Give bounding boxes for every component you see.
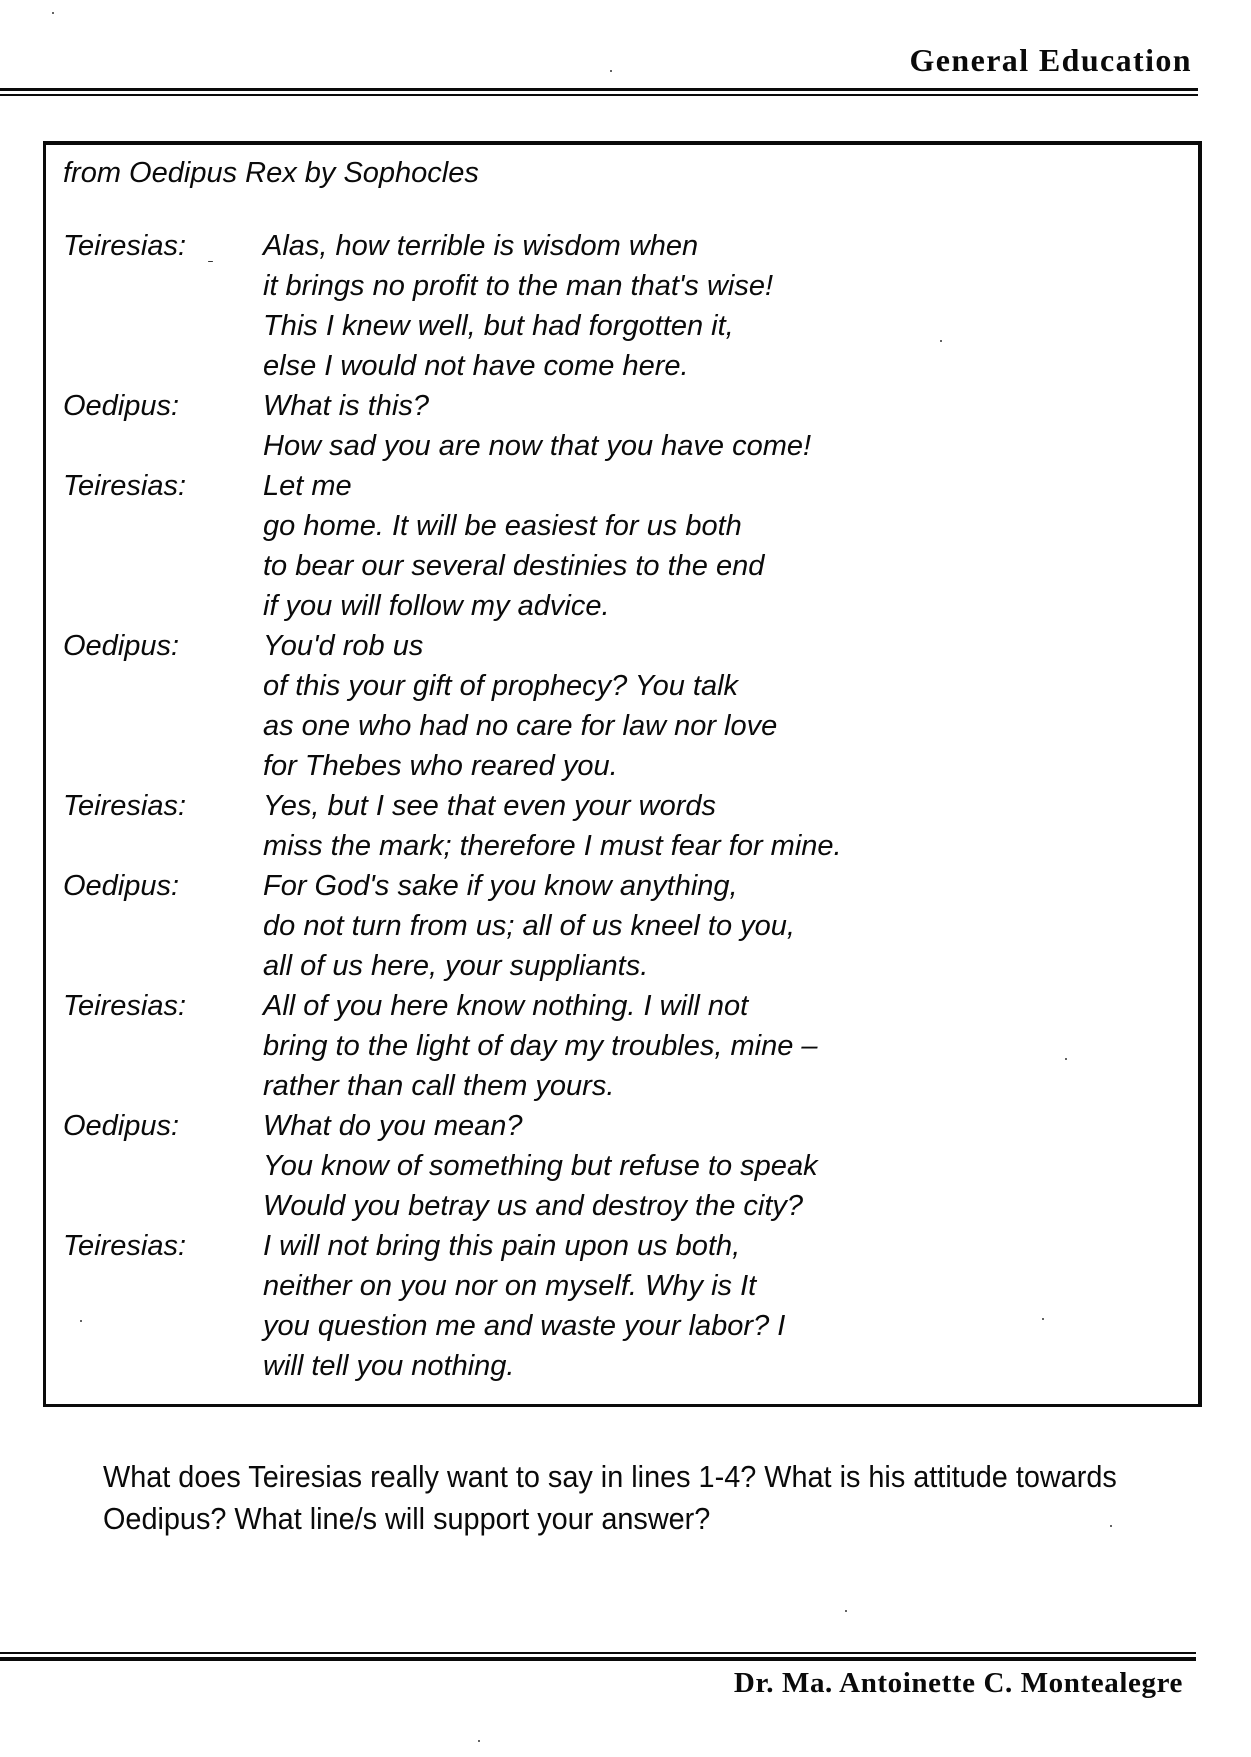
dialogue-line: [46, 1346, 1198, 1386]
dialogue-line: [46, 866, 1198, 906]
verse-text: it brings no profit to the man that's wise!: [263, 270, 774, 302]
dialogue-line: [46, 1306, 1198, 1346]
dialogue-line: [46, 1106, 1198, 1146]
dialogue-line: [46, 1026, 1198, 1066]
verse-text: Alas, how terrible is wisdom when: [263, 230, 699, 262]
verse-text: How sad you are now that you have come!: [263, 430, 812, 462]
verse-text: will tell you nothing.: [263, 1350, 515, 1382]
scan-speck: [208, 261, 213, 262]
speaker-label: Oedipus:: [63, 1110, 180, 1142]
verse-text: neither on you nor on myself. Why is It: [263, 1270, 757, 1302]
verse-text: for Thebes who reared you.: [263, 750, 618, 782]
dialogue: [46, 226, 1198, 1386]
dialogue-line: [46, 1066, 1198, 1106]
dialogue-line: [46, 666, 1198, 706]
dialogue-line: [46, 546, 1198, 586]
dialogue-line: [46, 786, 1198, 826]
verse-text: I will not bring this pain upon us both,: [263, 1230, 741, 1262]
header-title: General Education: [909, 42, 1192, 78]
verse-text: of this your gift of prophecy? You talk: [263, 670, 739, 702]
dialogue-line: [46, 346, 1198, 386]
verse-text: What do you mean?: [263, 1110, 523, 1142]
verse-text: all of us here, your suppliants.: [263, 950, 649, 982]
verse-text: This I knew well, but had forgotten it,: [263, 310, 734, 342]
dialogue-line: [46, 466, 1198, 506]
scan-speck: [52, 12, 54, 14]
scan-speck: [1065, 1058, 1067, 1060]
verse-text: go home. It will be easiest for us both: [263, 510, 742, 542]
speaker-label: Oedipus:: [63, 390, 180, 422]
verse-text: You know of something but refuse to speak: [263, 1150, 818, 1182]
verse-text: What is this?: [263, 390, 429, 422]
scan-speck: [1110, 1525, 1112, 1527]
dialogue-line: [46, 986, 1198, 1026]
scan-speck: [80, 1320, 82, 1322]
verse-text: do not turn from us; all of us kneel to you,: [263, 910, 795, 942]
scan-speck: [845, 1610, 847, 1612]
header-rule-thick: [0, 88, 1198, 91]
excerpt-title: from Oedipus Rex by Sophocles: [63, 157, 479, 189]
dialogue-line: [46, 506, 1198, 546]
verse-text: else I would not have come here.: [263, 350, 689, 382]
footer-author: Dr. Ma. Antoinette C. Montealegre: [733, 1667, 1183, 1699]
dialogue-line: [46, 1226, 1198, 1266]
verse-text: rather than call them yours.: [263, 1070, 615, 1102]
dialogue-line: [46, 1146, 1198, 1186]
verse-text: Let me: [263, 470, 352, 502]
dialogue-line: [46, 226, 1198, 266]
verse-text: miss the mark; therefore I must fear for mine.: [263, 830, 842, 862]
dialogue-line: [46, 706, 1198, 746]
verse-text: Yes, but I see that even your words: [263, 790, 716, 822]
dialogue-line: [46, 266, 1198, 306]
header-rule-thin: [0, 94, 1198, 96]
dialogue-line: [46, 1266, 1198, 1306]
dialogue-line: [46, 426, 1198, 466]
scan-speck: [940, 340, 942, 342]
dialogue-line: [46, 826, 1198, 866]
dialogue-line: [46, 386, 1198, 426]
speaker-label: Oedipus:: [63, 870, 180, 902]
speaker-label: Teiresias:: [63, 790, 187, 822]
discussion-question: [103, 1456, 1219, 1540]
dialogue-line: [46, 946, 1198, 986]
verse-text: if you will follow my advice.: [263, 590, 610, 622]
dialogue-line: [46, 906, 1198, 946]
scan-speck: [478, 1740, 480, 1742]
verse-text: For God's sake if you know anything,: [263, 870, 738, 902]
speaker-label: Teiresias:: [63, 230, 187, 262]
verse-text: All of you here know nothing. I will not: [263, 990, 749, 1022]
verse-text: you question me and waste your labor? I: [263, 1310, 786, 1342]
speaker-label: Teiresias:: [63, 990, 187, 1022]
dialogue-line: [46, 746, 1198, 786]
verse-text: to bear our several destinies to the end: [263, 550, 765, 582]
speaker-label: Teiresias:: [63, 470, 187, 502]
verse-text: as one who had no care for law nor love: [263, 710, 778, 742]
excerpt-box: [43, 141, 1202, 1407]
verse-text: bring to the light of day my troubles, mine –: [263, 1030, 818, 1062]
question-line: Oedipus? What line/s will support your answer?: [103, 1501, 711, 1536]
verse-text: Would you betray us and destroy the city?: [263, 1190, 804, 1222]
dialogue-line: [46, 586, 1198, 626]
footer-rule-thick: [0, 1657, 1196, 1661]
question-line: What does Teiresias really want to say in lines 1-4? What is his attitude towards: [103, 1459, 1117, 1494]
speaker-label: Teiresias:: [63, 1230, 187, 1262]
dialogue-line: [46, 306, 1198, 346]
footer-rule-thin: [0, 1652, 1196, 1654]
scan-speck: [1042, 1318, 1044, 1320]
dialogue-line: [46, 626, 1198, 666]
dialogue-line: [46, 1186, 1198, 1226]
verse-text: You'd rob us: [263, 630, 424, 662]
scan-speck: [610, 70, 612, 72]
speaker-label: Oedipus:: [63, 630, 180, 662]
